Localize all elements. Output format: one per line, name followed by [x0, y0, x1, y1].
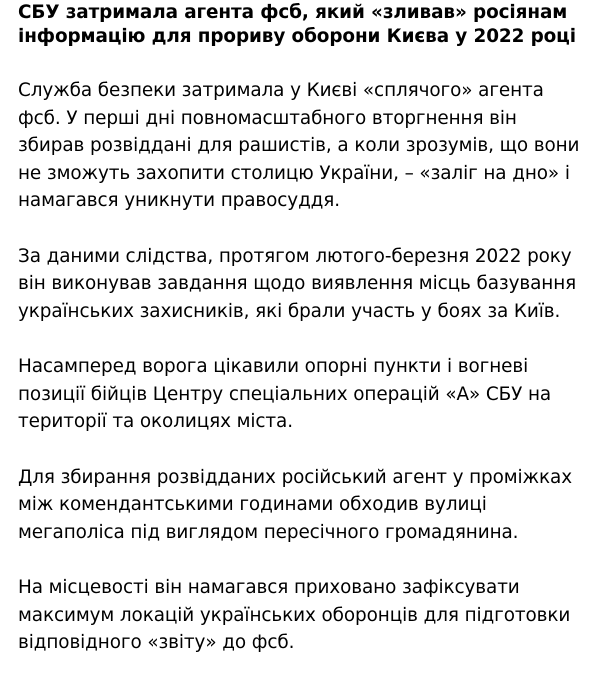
article-title: СБУ затримала агента фсб, який «зливав» росіянам інформацію для прориву оборони Києва у 2022 році: [18, 2, 576, 47]
article-paragraph: За даними слідства, протягом лютого-березня 2022 року він виконував завдання щодо виявлення місць базування українських захисників, які брали участь у боях за Київ.: [18, 245, 577, 322]
article-paragraph: Служба безпеки затримала у Києві «сплячого» агента фсб. У перші дні повномасштабного вторгнення він збирав розвіддані для рашистів, а коли зрозумів, що вони не зможуть захопити столицю України, – «заліг на дно» і намагався уникнути правосуддя.: [18, 80, 580, 211]
article-body: [18, 77, 588, 657]
article-paragraph: Насамперед ворога цікавили опорні пункти і вогневі позиції бійців Центру спеціальних операцій «А» СБУ на території та околицях міста.: [18, 356, 552, 432]
article: [18, 0, 588, 685]
article-paragraph: Для збирання розвідданих російський агент у проміжках між комендантськими годинами обходив вулиці мегаполіса під виглядом пересічного громадянина.: [18, 466, 572, 543]
article-paragraph: На місцевості він намагався приховано зафіксувати максимум локацій українських оборонців для підготовки відповідного «звіту» до фсб.: [18, 577, 571, 653]
